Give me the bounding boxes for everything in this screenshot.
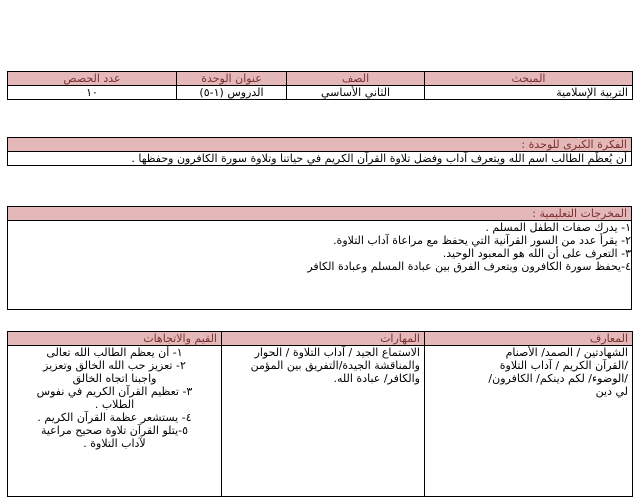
subject-value: التربية الإسلامية xyxy=(425,86,633,100)
knowledge-line: لي دين xyxy=(595,385,628,398)
outcome-item: ٤-يحفظ سورة الكافرون ويتعرف الفرق بين عبادة المسلم وعبادة الكافر xyxy=(307,260,631,273)
grade-value: الثاني الأساسي xyxy=(287,86,425,100)
outcome-item: ٢- يقرأ عدد من السور القرآنية التي يحفظ مع مراعاة آداب التلاوة. xyxy=(333,234,631,247)
skills-line: والمناقشة الجيدة/التفريق بين المؤمن xyxy=(250,359,420,372)
outcomes-table xyxy=(7,206,632,310)
values-line: لآداب التلاوة . xyxy=(83,437,146,450)
knowledge-line: الشهادتين / الصمد/ الأصنام xyxy=(505,346,628,359)
knowledge-header: المعارف xyxy=(425,332,633,346)
skills-line: الاستماع الجيد / آداب التلاوة / الحوار xyxy=(254,346,420,359)
values-cell xyxy=(8,346,222,497)
knowledge-line: /الوضوء/ لكم دينكم/ الكافرون/ xyxy=(488,372,628,385)
skills-line: والكافر/ عبادة الله. xyxy=(333,372,420,385)
lessons-count-header: عدد الحصص xyxy=(8,72,177,86)
values-line: ١- أن يعظم الطالب الله تعالى xyxy=(46,346,183,359)
main-idea-table xyxy=(7,137,632,166)
unit-title-header: عنوان الوحدة xyxy=(177,72,287,86)
values-line: ٤- يستشعر عظمة القرآن الكريم . xyxy=(37,411,192,424)
knowledge-skills-values-table xyxy=(7,331,633,497)
outcome-item: ٣- التعرف على أن الله هو المعبود الوحيد. xyxy=(442,247,631,260)
main-idea-text: أن يُعظِّم الطالب اسم الله ويتعرف آداب وفضل تلاوة القرآن الكريم في حياتنا وتلاوة سورة الكافرون وحفظها . xyxy=(8,152,632,166)
knowledge-line: /القرآن الكريم / آداب التلاوة xyxy=(499,359,628,372)
outcomes-title: المخرجات التعليمية : xyxy=(8,207,632,221)
outcomes-list xyxy=(8,221,632,310)
skills-header: المهارات xyxy=(222,332,425,346)
lessons-count-value: ١٠ xyxy=(8,86,177,100)
knowledge-cell xyxy=(425,346,633,497)
unit-info-table xyxy=(7,71,633,100)
subject-header: المبحث xyxy=(425,72,633,86)
unit-title-value: الدروس (١-٥) xyxy=(177,86,287,100)
values-line: ٥-يتلو القرآن تلاوة صحيح مراعية xyxy=(40,424,189,437)
grade-header: الصف xyxy=(287,72,425,86)
values-line: واجبنا اتجاه الخالق xyxy=(72,372,157,385)
main-idea-title: الفكرة الكبرى للوحدة : xyxy=(8,138,632,152)
values-header: القيم والاتجاهات xyxy=(8,332,222,346)
outcome-item: ١- يدرك صفات الطفل المسلم . xyxy=(485,221,631,234)
values-line: ٢- تعزيز حب الله الخالق وتعزيز xyxy=(43,359,186,372)
values-line: ٣- تعظيم القرآن الكريم في نفوس xyxy=(36,385,193,398)
values-line: الطلاب . xyxy=(94,398,135,411)
skills-cell xyxy=(222,346,425,497)
